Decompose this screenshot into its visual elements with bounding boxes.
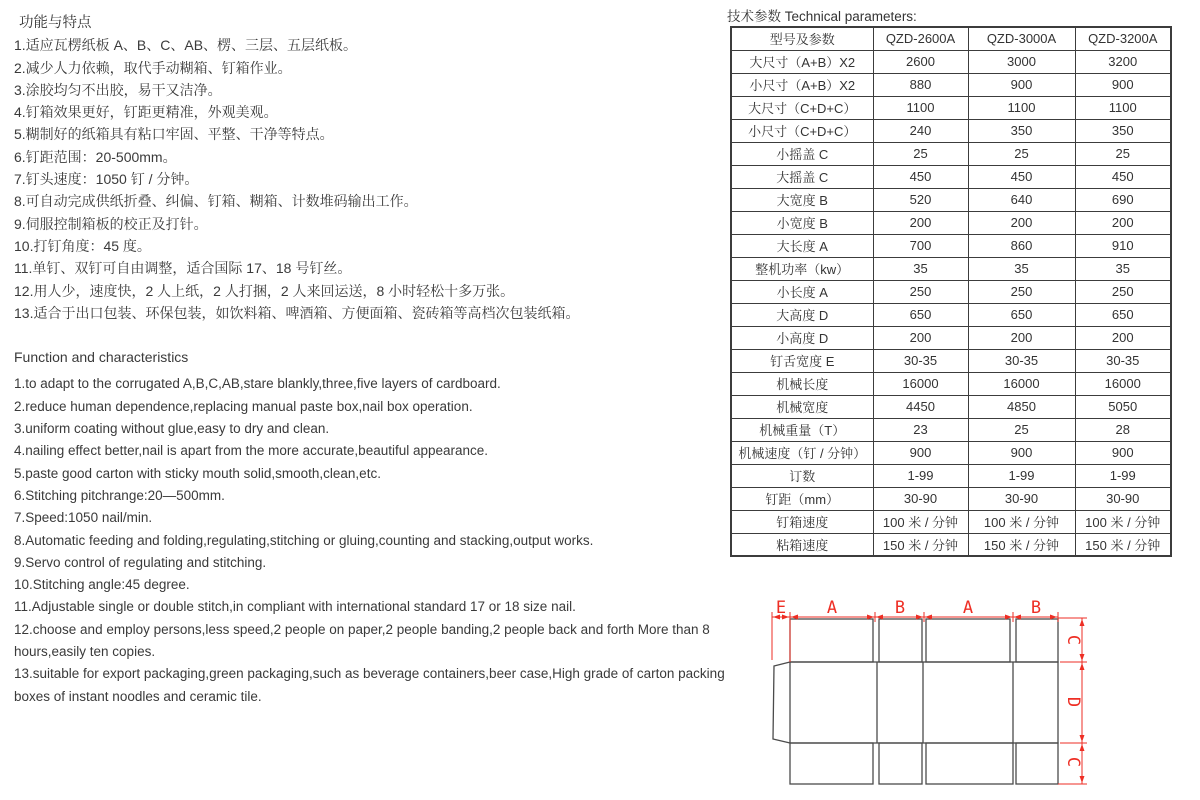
feature-line-en: 13.suitable for export packaging,green packaging,such as beverage containers,beer case,High grade of carton packing: [14, 666, 725, 682]
param-value-1: 30-90: [873, 487, 968, 510]
feature-line-en: 12.choose and employ persons,less speed,2 people on paper,2 people banding,2 people back and forth More than 8: [14, 621, 710, 637]
param-value-3: 1-99: [1075, 464, 1171, 487]
table-row: [731, 464, 1171, 487]
param-value-3: 3200: [1075, 50, 1171, 73]
param-label: 机械宽度: [731, 395, 873, 418]
features-title-zh: 功能与特点: [19, 15, 92, 31]
param-value-1: 150 米 / 分钟: [873, 533, 968, 556]
param-label: 大宽度 B: [731, 188, 873, 211]
header-model-1: QZD-2600A: [873, 27, 968, 50]
param-value-1: 30-35: [873, 349, 968, 372]
param-value-3: 350: [1075, 119, 1171, 142]
feature-line-zh: 7.钉头速度：1050 钉 / 分钟。: [14, 171, 199, 188]
param-value-1: 1100: [873, 96, 968, 119]
table-row: [731, 326, 1171, 349]
table-row: [731, 395, 1171, 418]
dimension-labels: [776, 598, 1083, 767]
param-value-2: 650: [968, 303, 1075, 326]
param-label: 钉距（mm）: [731, 487, 873, 510]
header-model-param: 型号及参数: [731, 27, 873, 50]
param-value-3: 1100: [1075, 96, 1171, 119]
feature-line-en: 3.uniform coating without glue,easy to dry and clean.: [14, 421, 330, 437]
table-header-row: [731, 27, 1171, 50]
param-value-1: 35: [873, 257, 968, 280]
dim-label-d: D: [1063, 696, 1083, 708]
param-value-2: 16000: [968, 372, 1075, 395]
table-row: [731, 280, 1171, 303]
param-value-2: 200: [968, 211, 1075, 234]
param-label: 大长度 A: [731, 234, 873, 257]
param-value-1: 25: [873, 142, 968, 165]
table-row: [731, 372, 1171, 395]
param-label: 钉舌宽度 E: [731, 349, 873, 372]
param-value-2: 100 米 / 分钟: [968, 510, 1075, 533]
header-model-2: QZD-3000A: [968, 27, 1075, 50]
param-value-2: 1100: [968, 96, 1075, 119]
technical-parameters-table: [730, 26, 1172, 557]
feature-line-zh: 1.适应瓦楞纸板 A、B、C、AB、楞、三层、五层纸板。: [14, 37, 358, 54]
param-value-2: 900: [968, 441, 1075, 464]
feature-line-zh: 4.钉箱效果更好，钉距更精准，外观美观。: [14, 104, 278, 121]
param-value-1: 650: [873, 303, 968, 326]
feature-line-en: 9.Servo control of regulating and stitching.: [14, 554, 267, 570]
param-value-2: 30-35: [968, 349, 1075, 372]
param-value-1: 250: [873, 280, 968, 303]
param-label: 大摇盖 C: [731, 165, 873, 188]
param-value-3: 30-90: [1075, 487, 1171, 510]
param-label: 大尺寸（A+B）X2: [731, 50, 873, 73]
feature-line-en: 10.Stitching angle:45 degree.: [14, 577, 190, 593]
param-value-1: 100 米 / 分钟: [873, 510, 968, 533]
param-label: 小摇盖 C: [731, 142, 873, 165]
features-list-zh: [14, 34, 730, 324]
param-value-2: 200: [968, 326, 1075, 349]
param-label: 小宽度 B: [731, 211, 873, 234]
table-row: [731, 211, 1171, 234]
param-value-2: 150 米 / 分钟: [968, 533, 1075, 556]
table-row: [731, 50, 1171, 73]
table-row: [731, 533, 1171, 556]
param-label: 粘箱速度: [731, 533, 873, 556]
param-value-3: 35: [1075, 257, 1171, 280]
param-label: 小高度 D: [731, 326, 873, 349]
feature-line-zh: 11.单钉、双钉可自由调整，适合国际 17、18 号钉丝。: [14, 260, 352, 277]
param-label: 小尺寸（A+B）X2: [731, 73, 873, 96]
param-label: 大高度 D: [731, 303, 873, 326]
param-value-1: 2600: [873, 50, 968, 73]
feature-line-zh: 9.伺服控制箱板的校正及打针。: [14, 215, 208, 232]
table-row: [731, 487, 1171, 510]
param-value-3: 200: [1075, 326, 1171, 349]
table-body: [731, 50, 1171, 556]
table-row: [731, 119, 1171, 142]
table-row: [731, 188, 1171, 211]
table-row: [731, 303, 1171, 326]
param-value-2: 30-90: [968, 487, 1075, 510]
feature-line-zh: 12.用人少，速度快，2 人上纸，2 人打捆，2 人来回运送，8 小时轻松十多万张。: [14, 282, 515, 299]
param-value-1: 240: [873, 119, 968, 142]
param-value-2: 350: [968, 119, 1075, 142]
param-value-2: 860: [968, 234, 1075, 257]
table-row: [731, 257, 1171, 280]
feature-line-en: 2.reduce human dependence,replacing manual paste box,nail box operation.: [14, 398, 473, 414]
param-value-2: 900: [968, 73, 1075, 96]
feature-line-zh: 10.打钉角度：45 度。: [14, 237, 151, 254]
param-value-3: 100 米 / 分钟: [1075, 510, 1171, 533]
param-value-3: 900: [1075, 441, 1171, 464]
param-label: 订数: [731, 464, 873, 487]
dim-label-e: E: [775, 598, 787, 618]
table-row: [731, 418, 1171, 441]
param-value-2: 3000: [968, 50, 1075, 73]
table-row: [731, 441, 1171, 464]
features-list-en: [14, 373, 730, 707]
param-value-2: 25: [968, 418, 1075, 441]
table-row: [731, 165, 1171, 188]
param-value-2: 1-99: [968, 464, 1075, 487]
feature-line-en: 1.to adapt to the corrugated A,B,C,AB,stare blankly,three,five layers of cardboard.: [14, 376, 501, 392]
param-label: 整机功率（kw）: [731, 257, 873, 280]
param-value-1: 200: [873, 211, 968, 234]
table-row: [731, 234, 1171, 257]
param-label: 小尺寸（C+D+C）: [731, 119, 873, 142]
param-value-1: 1-99: [873, 464, 968, 487]
dim-label-c-top: C: [1063, 634, 1083, 646]
feature-line-zh: 13.适合于出口包装、环保包装，如饮料箱、啤酒箱、方便面箱、瓷砖箱等高档次包装纸箱。: [14, 304, 580, 321]
table-row: [731, 349, 1171, 372]
param-value-3: 200: [1075, 211, 1171, 234]
param-label: 小长度 A: [731, 280, 873, 303]
param-value-1: 900: [873, 441, 968, 464]
param-value-2: 35: [968, 257, 1075, 280]
param-value-3: 650: [1075, 303, 1171, 326]
param-value-1: 4450: [873, 395, 968, 418]
feature-line-en: 7.Speed:1050 nail/min.: [14, 510, 153, 526]
feature-line-zh: 5.糊制好的纸箱具有粘口牢固、平整、干净等特点。: [14, 126, 334, 143]
feature-line-en: 8.Automatic feeding and folding,regulating,stitching or gluing,counting and stacking,output works.: [14, 532, 594, 548]
dim-label-a1: A: [826, 598, 838, 618]
param-value-2: 640: [968, 188, 1075, 211]
header-model-3: QZD-3200A: [1075, 27, 1171, 50]
feature-line-zh: 2.减少人力依赖，取代手动糊箱、钉箱作业。: [14, 59, 292, 76]
table-row: [731, 142, 1171, 165]
param-value-2: 25: [968, 142, 1075, 165]
param-value-2: 250: [968, 280, 1075, 303]
param-value-3: 150 米 / 分钟: [1075, 533, 1171, 556]
param-value-1: 700: [873, 234, 968, 257]
param-label: 钉箱速度: [731, 510, 873, 533]
feature-line-zh: 8.可自动完成供纸折叠、纠偏、钉箱、糊箱、计数堆码输出工作。: [14, 193, 418, 210]
dim-label-a2: A: [962, 598, 974, 618]
param-value-1: 16000: [873, 372, 968, 395]
param-label: 大尺寸（C+D+C）: [731, 96, 873, 119]
carton-blank-diagram: [740, 588, 1200, 800]
dim-label-b1: B: [894, 598, 906, 618]
param-value-1: 23: [873, 418, 968, 441]
table-row: [731, 510, 1171, 533]
table-title: 技术参数 Technical parameters:: [727, 9, 917, 24]
features-section: [14, 12, 730, 708]
feature-line-zh: 3.涂胶均匀不出胶，易干又洁净。: [14, 81, 222, 98]
param-value-3: 30-35: [1075, 349, 1171, 372]
param-label: 机械长度: [731, 372, 873, 395]
param-value-3: 910: [1075, 234, 1171, 257]
param-value-3: 28: [1075, 418, 1171, 441]
param-value-3: 690: [1075, 188, 1171, 211]
dim-label-b2: B: [1030, 598, 1042, 618]
param-label: 机械速度（钉 / 分钟）: [731, 441, 873, 464]
feature-line-zh: 6.钉距范围：20-500mm。: [14, 148, 177, 165]
feature-line-en: boxes of instant noodles and ceramic tile.: [14, 688, 262, 704]
feature-line-en: 6.Stitching pitchrange:20—500mm.: [14, 487, 225, 503]
param-value-3: 16000: [1075, 372, 1171, 395]
feature-line-en: hours,easily ten copies.: [14, 644, 156, 660]
param-value-3: 250: [1075, 280, 1171, 303]
param-label: 机械重量（T）: [731, 418, 873, 441]
feature-line-en: 11.Adjustable single or double stitch,in compliant with international standard 17 or 18 size nail.: [14, 599, 576, 615]
param-value-1: 880: [873, 73, 968, 96]
table-row: [731, 73, 1171, 96]
feature-line-en: 4.nailing effect better,nail is apart from the more accurate,beautiful appearance.: [14, 443, 489, 459]
dim-label-c-bottom: C: [1063, 756, 1083, 768]
param-value-3: 450: [1075, 165, 1171, 188]
glue-flap: [773, 662, 790, 743]
param-value-3: 25: [1075, 142, 1171, 165]
param-value-1: 520: [873, 188, 968, 211]
param-value-2: 4850: [968, 395, 1075, 418]
carton-outline: [773, 619, 1058, 784]
param-value-3: 5050: [1075, 395, 1171, 418]
table-row: [731, 96, 1171, 119]
feature-line-en: 5.paste good carton with sticky mouth solid,smooth,clean,etc.: [14, 465, 381, 481]
param-value-1: 200: [873, 326, 968, 349]
param-value-3: 900: [1075, 73, 1171, 96]
param-value-1: 450: [873, 165, 968, 188]
features-title-en: Function and characteristics: [14, 349, 189, 366]
param-value-2: 450: [968, 165, 1075, 188]
